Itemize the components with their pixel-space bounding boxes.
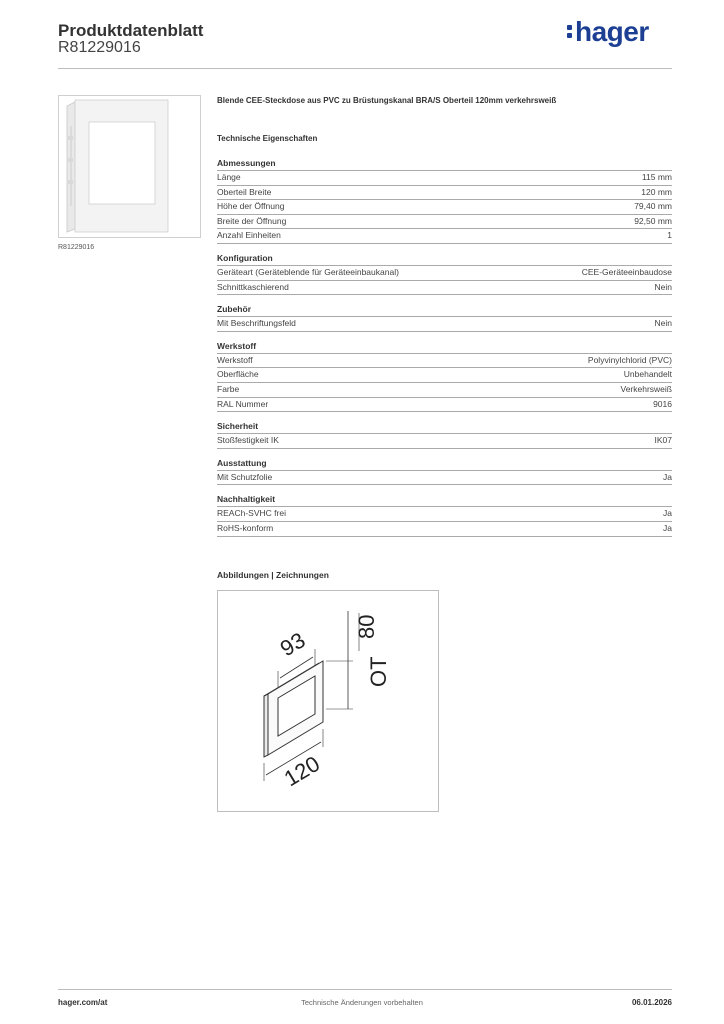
property-label: Werkstoff [217, 354, 253, 365]
property-value: Nein [654, 281, 672, 292]
property-row [217, 200, 672, 215]
property-value: 120 mm [641, 186, 672, 197]
group-heading: Sicherheit [217, 421, 672, 434]
property-value: 9016 [653, 398, 672, 409]
footer-note: Technische Änderungen vorbehalten [301, 998, 423, 1007]
drawings-heading: Abbildungen | Zeichnungen [217, 570, 329, 580]
header-divider [58, 68, 672, 69]
page-title: Produktdatenblatt [58, 21, 204, 40]
dimension-drawing [218, 591, 438, 811]
property-group [217, 421, 672, 449]
property-label: RAL Nummer [217, 398, 269, 409]
property-row [217, 368, 672, 383]
property-value: Ja [663, 522, 672, 533]
property-value: CEE-Geräteeinbaudose [581, 266, 672, 277]
property-row [217, 171, 672, 186]
hager-logo [567, 16, 649, 48]
property-row [217, 266, 672, 281]
property-value: Nein [654, 318, 672, 329]
group-heading: Ausstattung [217, 458, 672, 471]
property-value: 115 mm [641, 172, 672, 182]
image-caption: R81229016 [58, 244, 95, 251]
dim-ot-label: OT [366, 656, 391, 687]
group-heading: Nachhaltigkeit [217, 494, 672, 507]
group-heading: Abmessungen [217, 158, 672, 171]
footer-divider [58, 989, 672, 990]
property-row [217, 383, 672, 398]
property-group [217, 304, 672, 332]
property-label: Höhe der Öffnung [217, 201, 285, 212]
property-label: Anzahl Einheiten [217, 230, 281, 241]
product-image [58, 95, 201, 238]
property-value: Verkehrsweiß [620, 383, 672, 394]
property-group [217, 253, 672, 295]
property-row [217, 281, 672, 296]
property-group [217, 494, 672, 536]
property-value: Unbehandelt [623, 369, 672, 380]
property-group [217, 158, 672, 244]
property-label: REACh-SVHC frei [217, 508, 286, 519]
property-group [217, 341, 672, 412]
property-value: Polyvinylchlorid (PVC) [587, 354, 672, 365]
property-row [217, 186, 672, 201]
property-value: IK07 [654, 435, 672, 446]
property-label: Stoßfestigkeit IK [217, 435, 279, 446]
property-row [217, 522, 672, 537]
property-row [217, 434, 672, 449]
property-row [217, 507, 672, 522]
main-content [217, 96, 672, 546]
property-label: Breite der Öffnung [217, 215, 287, 226]
technical-properties-heading: Technische Eigenschaften [217, 134, 318, 143]
product-description: Blende CEE-Steckdose aus PVC zu Brüstungskanal BRA/S Oberteil 120mm verkehrsweiß [217, 96, 557, 105]
property-label: Oberfläche [217, 369, 259, 380]
property-value: 92,50 mm [634, 215, 672, 226]
dim-height-label: 80 [354, 614, 379, 639]
property-label: Geräteart (Geräteblende für Geräteeinbaukanal) [217, 266, 399, 277]
property-label: Oberteil Breite [217, 186, 272, 197]
property-row [217, 229, 672, 244]
dim-length-label: 120 [279, 750, 325, 792]
footer-website: hager.com/at [58, 998, 108, 1007]
property-group [217, 458, 672, 486]
property-groups [217, 158, 672, 537]
logo-dots-icon [567, 19, 573, 41]
technical-drawing [217, 590, 439, 812]
property-label: Mit Beschriftungsfeld [217, 318, 296, 329]
property-label: Schnittkaschierend [217, 281, 289, 292]
footer-date: 06.01.2026 [631, 998, 672, 1007]
group-heading: Werkstoff [217, 341, 672, 354]
property-row [217, 317, 672, 332]
property-row [217, 398, 672, 413]
property-value: Ja [663, 471, 672, 482]
group-heading: Konfiguration [217, 253, 672, 266]
property-label: Farbe [217, 383, 240, 394]
property-row [217, 354, 672, 369]
property-label: Länge [217, 172, 241, 182]
property-value: Ja [663, 508, 672, 519]
group-heading: Zubehör [217, 304, 672, 317]
property-value: 79,40 mm [634, 201, 672, 212]
logo-text: hager [575, 16, 649, 47]
property-value: 1 [667, 230, 672, 241]
dim-width-label: 93 [275, 627, 310, 662]
property-label: RoHS-konform [217, 522, 274, 533]
property-row [217, 215, 672, 230]
property-row [217, 471, 672, 486]
product-frame-image [59, 96, 200, 237]
property-label: Mit Schutzfolie [217, 471, 273, 482]
product-code: R81229016 [58, 39, 141, 56]
